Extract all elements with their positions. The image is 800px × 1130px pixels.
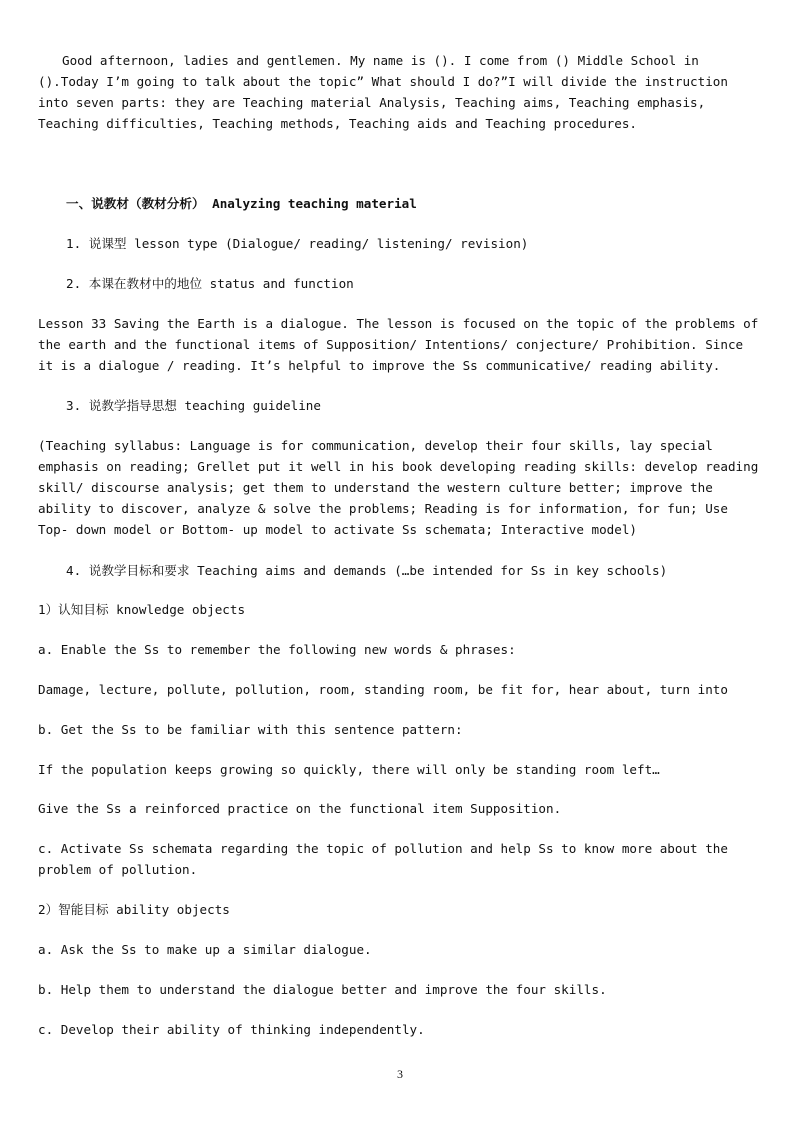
ability-item-a: a. Ask the Ss to make up a similar dialogue. [38, 942, 372, 957]
page-number: 3 [397, 1067, 403, 1081]
item-status-function: 2. 本课在教材中的地位 status and function [66, 276, 354, 291]
status-function-paragraph: Lesson 33 Saving the Earth is a dialogue. The lesson is focused on the topic of the problems of the earth and the functional items of Supposition/ Intentions/ conjecture/ Prohibition. Since it is a dialogue / reading. It’s helpful to improve the Ss communicative/ reading ability. [38, 316, 759, 373]
knowledge-item-b: b. Get the Ss to be familiar with this sentence pattern: [38, 722, 463, 737]
intro-paragraph: Good afternoon, ladies and gentlemen. My name is (). I come from () Middle School in ().Today I’m going to talk about the topic” What should I do?”I will divide the instruction into seven parts: they are Teaching material Analysis, Teaching aims, Teaching emphasis, Teaching difficulties, Teaching methods, Teaching aids and Teaching procedures. [38, 53, 728, 131]
knowledge-item-c: c. Activate Ss schemata regarding the topic of pollution and help Ss to know more about the problem of pollution. [38, 841, 728, 877]
item-teaching-guideline: 3. 说教学指导思想 teaching guideline [66, 398, 321, 413]
ability-item-c: c. Develop their ability of thinking independently. [38, 1022, 425, 1037]
teaching-guideline-paragraph: (Teaching syllabus: Language is for communication, develop their four skills, lay special emphasis on reading; Grellet put it well in his book developing reading skills: develop reading skill/ discourse analysis; get them to understand the western culture better; improve the ability to discover, analyze & solve the problems; Reading is for information, for fun; Use Top- down model or Bottom- up model to activate Ss schemata; Interactive model) [38, 438, 759, 537]
sentence-pattern: If the population keeps growing so quickly, there will only be standing room left… [38, 762, 660, 777]
section-heading-teaching-material: 一、说教材（教材分析） Analyzing teaching material [66, 196, 417, 211]
ability-item-b: b. Help them to understand the dialogue better and improve the four skills. [38, 982, 607, 997]
item-lesson-type: 1. 说课型 lesson type (Dialogue/ reading/ listening/ revision) [66, 236, 529, 251]
knowledge-objects-heading: 1）认知目标 knowledge objects [38, 602, 246, 617]
item-teaching-aims: 4. 说教学目标和要求 Teaching aims and demands (…be intended for Ss in key schools) [66, 563, 668, 578]
supposition-practice: Give the Ss a reinforced practice on the functional item Supposition. [38, 801, 562, 816]
vocabulary-list: Damage, lecture, pollute, pollution, room, standing room, be fit for, hear about, turn into [38, 682, 728, 697]
ability-objects-heading: 2）智能目标 ability objects [38, 902, 230, 917]
knowledge-item-a: a. Enable the Ss to remember the following new words & phrases: [38, 642, 516, 657]
